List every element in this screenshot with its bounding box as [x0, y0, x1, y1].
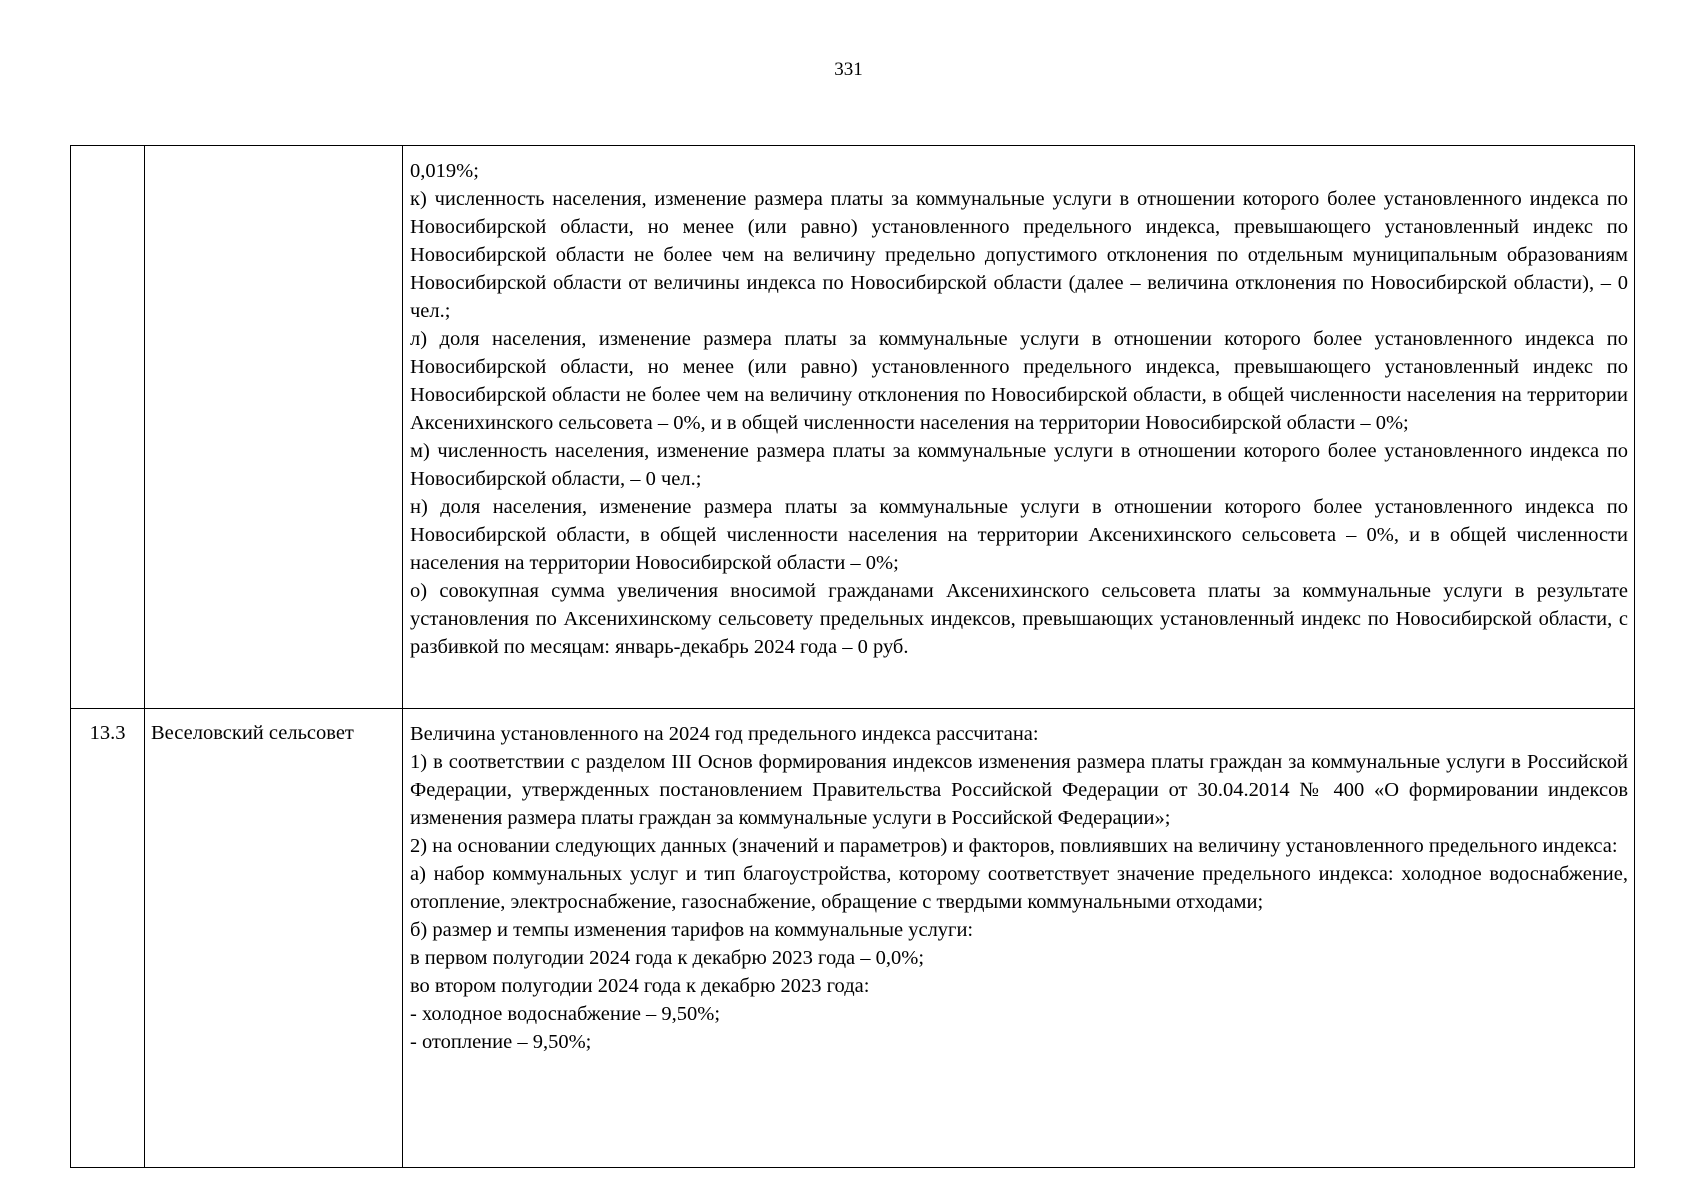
paragraph: к) численность населения, изменение размера платы за коммунальные услуги в отношении которого более установленного индекса по Новосибирской области, но менее (или равно) установленного предельного индекса, превышающего установленный индекс по Новосибирской области не более чем на величину предельно допустимого отклонения по отдельным муниципальным образованиям Новосибирской области от величины индекса по Новосибирской области (далее – величина отклонения по Новосибирской области), – 0 чел.;: [410, 188, 1628, 322]
municipality-name-cell: [145, 146, 403, 709]
paragraph: 2) на основании следующих данных (значений и параметров) и факторов, повлиявших на величину установленного предельного индекса:: [410, 835, 1618, 857]
paragraph: 0,019%;: [410, 160, 479, 182]
data-table: [70, 145, 1635, 1168]
description-cell: [403, 709, 1635, 1168]
description-cell: [403, 146, 1635, 709]
paragraph: б) размер и темпы изменения тарифов на коммунальные услуги:: [410, 919, 974, 941]
table-row: [71, 709, 1635, 1168]
paragraph: - отопление – 9,50%;: [410, 1031, 592, 1053]
paragraph: Величина установленного на 2024 год предельного индекса рассчитана:: [410, 723, 1039, 745]
paragraph: н) доля населения, изменение размера платы за коммунальные услуги в отношении которого более установленного индекса по Новосибирской области, в общей численности населения на территории Аксенихинского сельсовета – 0%, и в общей численности населения на территории Новосибирской области – 0%;: [410, 496, 1628, 574]
paragraph: о) совокупная сумма увеличения вносимой гражданами Аксенихинского сельсовета платы за коммунальные услуги в результате установления по Аксенихинскому сельсовету предельных индексов, превышающих установленный индекс по Новосибирской области, с разбивкой по месяцам: январь-декабрь 2024 года – 0 руб.: [410, 580, 1628, 658]
paragraph: в первом полугодии 2024 года к декабрю 2023 года – 0,0%;: [410, 947, 925, 969]
paragraph: м) численность населения, изменение размера платы за коммунальные услуги в отношении которого более установленного индекса по Новосибирской области, – 0 чел.;: [410, 440, 1628, 490]
paragraph: во втором полугодии 2024 года к декабрю 2023 года:: [410, 975, 870, 997]
paragraph: а) набор коммунальных услуг и тип благоустройства, которому соответствует значение предельного индекса: холодное водоснабжение, отопление, электроснабжение, газоснабжение, обращение с твердыми коммунальными отходами;: [410, 863, 1628, 913]
paragraph: 1) в соответствии с разделом III Основ формирования индексов изменения размера платы граждан за коммунальные услуги в Российской Федерации, утвержденных постановлением Правительства Российской Федерации от 30.04.2014 № 400 «О формировании индексов изменения размера платы граждан за коммунальные услуги в Российской Федерации»;: [410, 751, 1628, 829]
table-row: [71, 146, 1635, 709]
paragraph: л) доля населения, изменение размера платы за коммунальные услуги в отношении которого более установленного индекса по Новосибирской области, но менее (или равно) установленного предельного индекса, превышающего установленный индекс по Новосибирской области не более чем на величину отклонения по Новосибирской области, в общей численности населения на территории Аксенихинского сельсовета – 0%, и в общей численности населения на территории Новосибирской области – 0%;: [410, 328, 1628, 434]
municipality-name-cell: Веселовский сельсовет: [145, 709, 403, 1168]
paragraph: - холодное водоснабжение – 9,50%;: [410, 1003, 721, 1025]
row-number-cell: 13.3: [71, 709, 145, 1168]
row-number-cell: [71, 146, 145, 709]
page-number: 331: [834, 59, 863, 80]
